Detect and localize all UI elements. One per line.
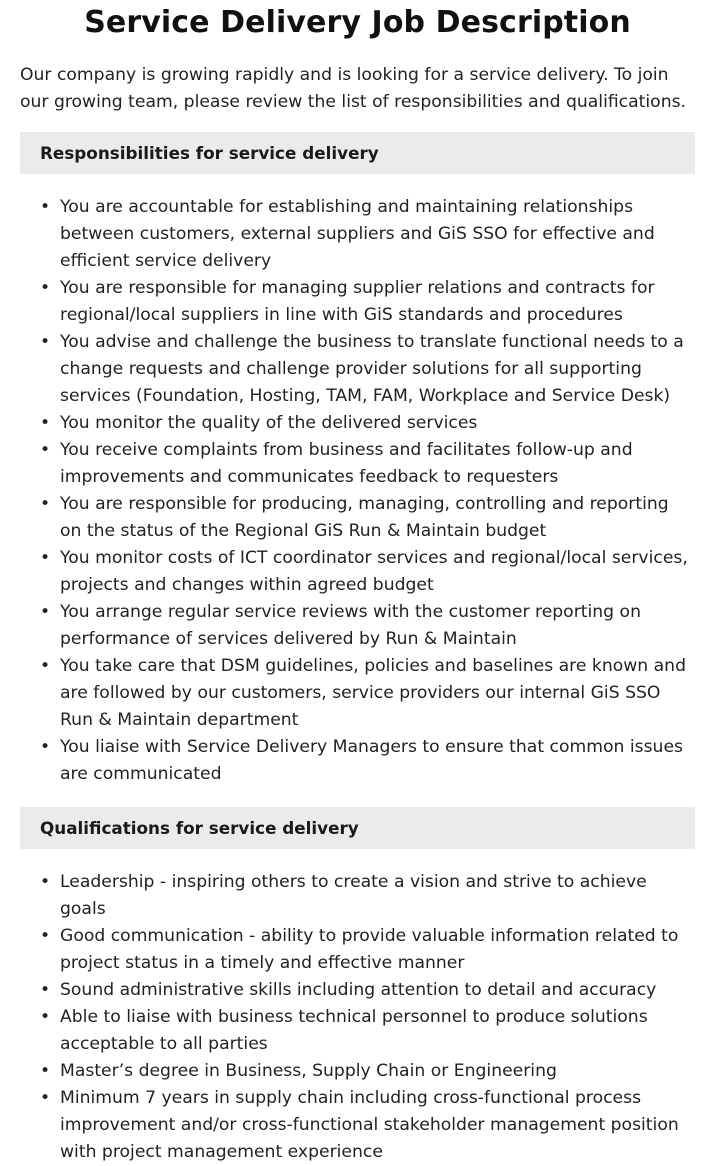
responsibilities-heading: Responsibilities for service delivery: [20, 132, 695, 174]
list-item-text: You are accountable for establishing and maintaining relationships between customers, external suppliers and GiS SSO for effective and efficient service delivery: [60, 197, 655, 271]
list-item: [40, 923, 695, 977]
bullet-icon: •: [40, 278, 51, 298]
qualifications-heading: Qualifications for service delivery: [20, 807, 695, 849]
list-item: [40, 1058, 695, 1085]
bullet-icon: •: [40, 1007, 51, 1027]
list-item: [40, 1004, 695, 1058]
bullet-icon: •: [40, 872, 51, 892]
list-item: [40, 1085, 695, 1166]
list-item-text: Sound administrative skills including attention to detail and accuracy: [60, 980, 657, 1000]
list-item-text: You take care that DSM guidelines, policies and baselines are known and are followed by our customers, service providers our internal GiS SSO Run & Maintain department: [60, 656, 686, 730]
bullet-icon: •: [40, 494, 51, 514]
list-item-text: Able to liaise with business technical personnel to produce solutions acceptable to all parties: [60, 1007, 648, 1054]
bullet-icon: •: [40, 980, 51, 1000]
list-item-text: Leadership - inspiring others to create a vision and strive to achieve goals: [60, 872, 647, 919]
list-item: [40, 599, 695, 653]
list-item-text: Master’s degree in Business, Supply Chain or Engineering: [60, 1061, 557, 1081]
list-item-text: You are responsible for managing supplier relations and contracts for regional/local suppliers in line with GiS standards and procedures: [60, 278, 655, 325]
list-item-text: You monitor the quality of the delivered services: [60, 413, 478, 433]
list-item: [40, 491, 695, 545]
bullet-icon: •: [40, 197, 51, 217]
bullet-icon: •: [40, 548, 51, 568]
list-item: [40, 977, 695, 1004]
bullet-icon: •: [40, 413, 51, 433]
list-item-text: You are responsible for producing, managing, controlling and reporting on the status of the Regional GiS Run & Maintain budget: [60, 494, 669, 541]
list-item: [40, 329, 695, 410]
bullet-icon: •: [40, 1088, 51, 1108]
list-item: [40, 869, 695, 923]
bullet-icon: •: [40, 1061, 51, 1081]
list-item-text: You arrange regular service reviews with the customer reporting on performance of services delivered by Run & Maintain: [60, 602, 641, 649]
bullet-icon: •: [40, 737, 51, 757]
bullet-icon: •: [40, 656, 51, 676]
list-item-text: Minimum 7 years in supply chain including cross-functional process improvement and/or cross-functional stakeholder management position with project management experience: [60, 1088, 679, 1162]
list-item: [40, 545, 695, 599]
bullet-icon: •: [40, 602, 51, 622]
list-item: [40, 653, 695, 734]
list-item-text: You advise and challenge the business to translate functional needs to a change requests and challenge provider solutions for all supporting services (Foundation, Hosting, TAM, FAM, Workplace and Service Desk): [60, 332, 684, 406]
responsibilities-list: [20, 174, 695, 788]
bullet-icon: •: [40, 440, 51, 460]
page-title: Service Delivery Job Description: [84, 5, 631, 40]
list-item-text: Good communication - ability to provide valuable information related to project status in a timely and effective manner: [60, 926, 679, 973]
list-item: [40, 194, 695, 275]
intro-paragraph: Our company is growing rapidly and is looking for a service delivery. To join our growing team, please review the list of responsibilities and qualifications.: [20, 65, 687, 112]
bullet-icon: •: [40, 926, 51, 946]
bullet-icon: •: [40, 332, 51, 352]
list-item: [40, 437, 695, 491]
list-item: [40, 275, 695, 329]
list-item-text: You receive complaints from business and facilitates follow-up and improvements and communicates feedback to requesters: [60, 440, 633, 487]
list-item-text: You monitor costs of ICT coordinator services and regional/local services, projects and changes within agreed budget: [60, 548, 688, 595]
list-item-text: You liaise with Service Delivery Managers to ensure that common issues are communicated: [60, 737, 683, 784]
list-item: [40, 734, 695, 788]
qualifications-list: [20, 849, 695, 1166]
list-item: [40, 410, 695, 437]
